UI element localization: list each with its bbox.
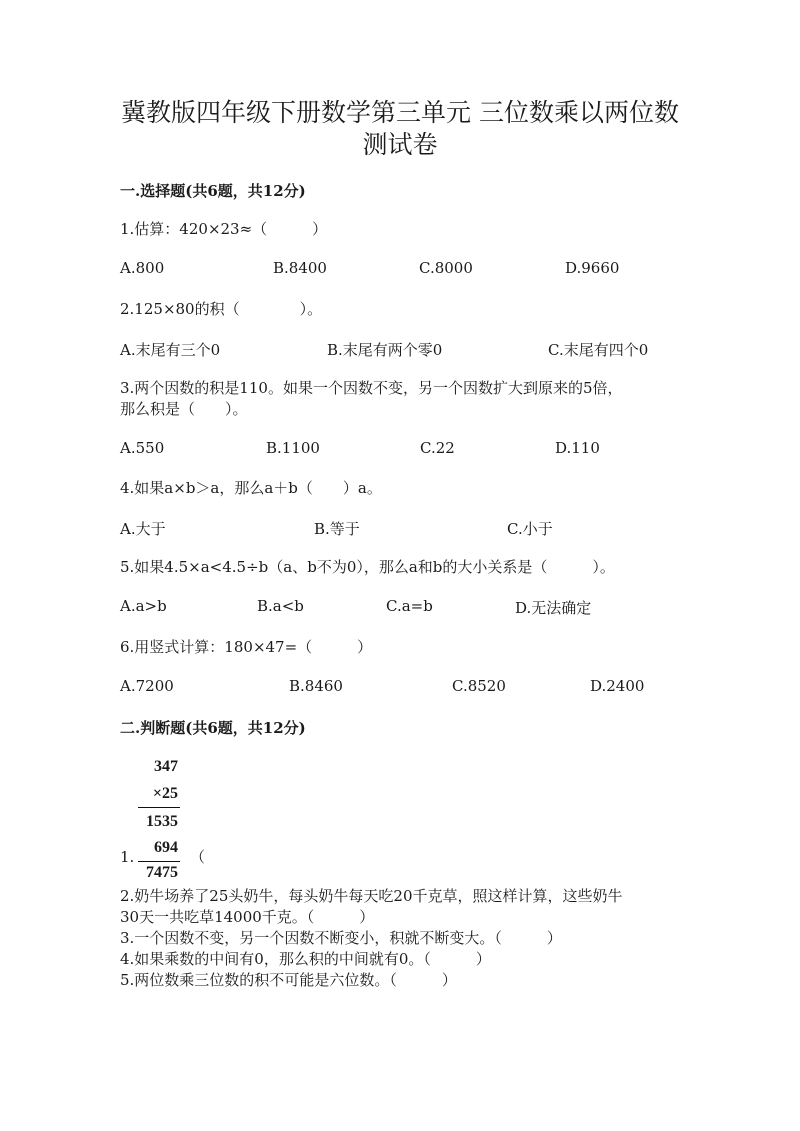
option-q3-d: D.110 xyxy=(555,439,600,457)
option-q3-c: C.22 xyxy=(420,439,455,457)
question-1: 1.估算：420×23≈（ ） xyxy=(120,220,328,238)
tf-question-2-line-1: 2.奶牛场养了25头奶牛，每头奶牛每天吃20千克草，照这样计算，这些奶牛 xyxy=(120,887,623,905)
option-q4-b: B.等于 xyxy=(314,520,360,538)
option-q6-d: D.2400 xyxy=(590,677,645,695)
section-2-heading: 二.判断题(共6题，共12分) xyxy=(120,719,306,737)
option-q3-b: B.1100 xyxy=(266,439,320,457)
option-q5-a: A.a>b xyxy=(120,597,167,615)
option-q6-c: C.8520 xyxy=(452,677,506,695)
calc-multiplicand: 347 xyxy=(154,758,178,775)
title-line-1: 冀教版四年级下册数学第三单元 三位数乘以两位数 xyxy=(121,98,679,127)
option-q6-a: A.7200 xyxy=(120,677,174,695)
option-q5-d: D.无法确定 xyxy=(515,599,592,617)
option-q1-d: D.9660 xyxy=(565,259,620,277)
vertical-multiplication xyxy=(138,752,178,882)
calc-product: 7475 xyxy=(146,864,178,881)
section-1-heading: 一.选择题(共6题，共12分) xyxy=(120,182,306,200)
option-q1-c: C.8000 xyxy=(419,259,473,277)
tf-question-1-bracket: （ xyxy=(190,848,206,866)
option-q5-b: B.a<b xyxy=(257,597,304,615)
option-q1-b: B.8400 xyxy=(273,259,327,277)
calc-rule-1 xyxy=(138,807,180,808)
option-q3-a: A.550 xyxy=(120,439,165,457)
option-q2-a: A.末尾有三个0 xyxy=(120,341,221,359)
question-3-line-2: 那么积是（ ）。 xyxy=(120,400,248,418)
tf-question-3: 3.一个因数不变，另一个因数不断变小，积就不断变大。（ ） xyxy=(120,929,562,947)
tf-question-1-number: 1. xyxy=(120,848,135,866)
calc-partial-product-1: 1535 xyxy=(146,813,178,830)
option-q6-b: B.8460 xyxy=(289,677,343,695)
option-q2-c: C.末尾有四个0 xyxy=(548,341,649,359)
option-q1-a: A.800 xyxy=(120,259,165,277)
option-q4-a: A.大于 xyxy=(120,520,166,538)
option-q2-b: B.末尾有两个零0 xyxy=(327,341,443,359)
question-4: 4.如果a×b＞a，那么a＋b（ ）a。 xyxy=(120,479,382,497)
option-q4-c: C.小于 xyxy=(507,520,553,538)
question-3-line-1: 3.两个因数的积是110。如果一个因数不变，另一个因数扩大到原来的5倍， xyxy=(120,379,623,397)
question-6: 6.用竖式计算：180×47=（ ） xyxy=(120,638,373,656)
tf-question-5: 5.两位数乘三位数的积不可能是六位数。（ ） xyxy=(120,971,457,989)
question-2: 2.125×80的积（ ）。 xyxy=(120,300,323,318)
option-q5-c: C.a=b xyxy=(386,597,433,615)
calc-multiplier: ×25 xyxy=(152,785,178,802)
calc-partial-product-2: 694 xyxy=(154,839,178,856)
title-line-2: 测试卷 xyxy=(362,130,438,159)
question-5: 5.如果4.5×a<4.5÷b（a、b不为0），那么a和b的大小关系是（ ）。 xyxy=(120,558,615,576)
tf-question-4: 4.如果乘数的中间有0，那么积的中间就有0。（ ） xyxy=(120,950,491,968)
tf-question-2-line-2: 30天一共吃草14000千克。（ ） xyxy=(120,908,375,926)
calc-rule-2 xyxy=(138,861,180,862)
